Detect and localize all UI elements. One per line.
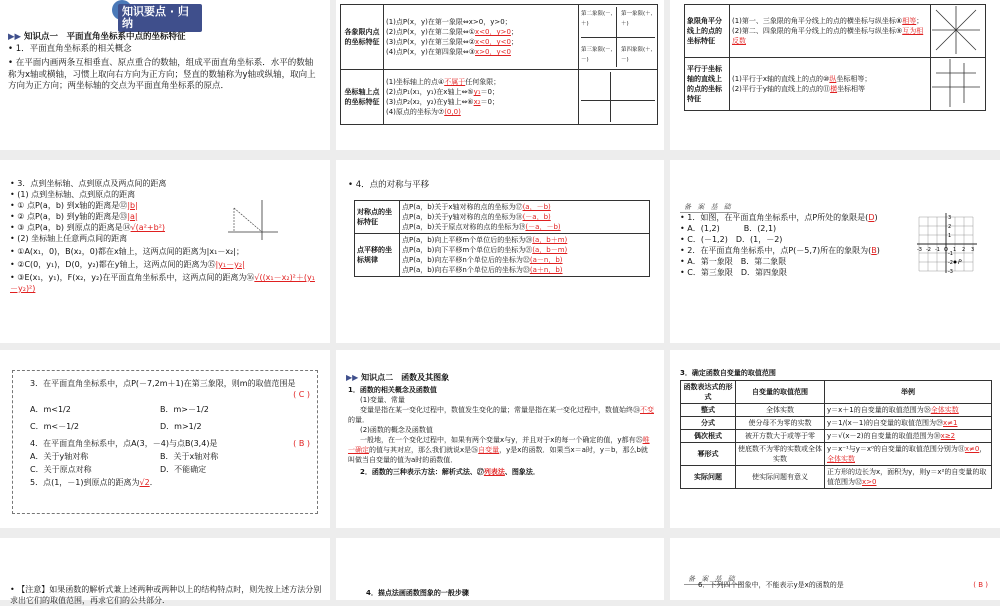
x-tick-label: 2 (962, 247, 966, 253)
q2-stem: • 2．在平面直角坐标系中，点P(－5,7)所在的象限为(B) (680, 246, 880, 255)
y-tick-label: -2 (948, 260, 953, 266)
domain-title: 3．确定函数自变量的取值范围 (680, 369, 776, 377)
slide-bisector-table[interactable] (670, 0, 1000, 150)
q3-stem: 3．在平面直角坐标系中，点P(－7,2m＋1)在第三象限，则m的取值范围是 (30, 379, 296, 388)
q4-stem: 4．在平面直角坐标系中，点A(3，－4)与点B(3,4)是 ( B ) (30, 439, 310, 448)
domain-table (680, 380, 992, 489)
axis-line-2: (2)点P₁(x₁，y₁)在x轴上⇔⑤y₁＝0； (386, 88, 500, 96)
section-title-2: 知识点二 函数及其图象 (361, 373, 450, 382)
sym-line-1: 点P(a，b)关于x轴对称的点的坐标为⑰(a，－b) (402, 203, 551, 211)
section-title: 知识点一 平面直角坐标系中点的坐标特征 (24, 32, 186, 42)
trans-line-4: 点P(a，b)向右平移n个单位后的坐标为㉓(a＋n，b) (402, 266, 563, 274)
distance-line-4: • ③ 点P(a，b) 到原点的距离是⑭√(a²+b²) (10, 223, 166, 232)
q3-answer: ( C ) (293, 390, 310, 399)
row-head-translation: 点平移的坐标规律 (355, 234, 400, 277)
point-p (954, 261, 957, 264)
parallel-diagram (931, 58, 986, 111)
slide-function-concepts[interactable] (336, 350, 664, 528)
quadrant-diagram: 第二象限(－,＋) 第一象限(＋,＋) 第三象限(－,－) 第四象限(＋,－) (579, 5, 658, 70)
axis-line-3: (3)点P₂(x₂，y₂)在y轴上⇔⑥x₂＝0； (386, 98, 500, 106)
x-tick-label: 1 (953, 247, 957, 253)
row-head-bisector: 象限角平分线上的点的坐标特征 (685, 5, 730, 58)
bisector-diagram (931, 5, 986, 58)
y-tick-label: 3 (948, 215, 952, 221)
slide-coordinate-concepts[interactable] (0, 0, 330, 150)
quadrant-line-3: (3)点P(x，y)在第三象限⇔②x<0，y<0； (386, 38, 518, 46)
q4-options-cd: C．关于原点对称 D．不能确定 (30, 465, 207, 474)
trans-line-1: 点P(a，b)向上平移m个单位后的坐标为⑳(a，b＋m) (402, 236, 568, 244)
row-head-axis: 坐标轴上点的坐标特征 (341, 70, 384, 125)
col-example: 举例 (825, 381, 992, 404)
col-form: 函数表达式的形式 (681, 381, 736, 404)
y-tick-label: 2 (948, 224, 952, 230)
row-head-symmetry: 对称点的坐标特征 (355, 201, 400, 234)
distance-line-1: • (1) 点到坐标轴、点到原点的距离 (10, 190, 136, 199)
parallel-line-2: (2)平行于y轴的直线上的点的⑪横坐标相等 (732, 85, 866, 93)
slide-exercise-mc[interactable] (0, 350, 330, 528)
arrow-icon: ▶▶ (346, 373, 359, 382)
q4-options-ab: A．关于y轴对称 B．关于x轴对称 (30, 452, 219, 461)
table-row: 实际问题 使实际问题有意义 正方形的边长为x，面积为y，则y＝x²的自变量的取值范围为㉜x>0 (681, 466, 992, 489)
slide-domain-table[interactable] (670, 350, 1000, 528)
table-row: 整式 全体实数 y＝x＋1的自变量的取值范围为㉘全体实数 (681, 404, 992, 417)
q5-stem: 5．点(1，－1)到原点的距离为√2． (30, 478, 158, 487)
basic-tag: 备 案 基 础 (680, 194, 737, 213)
x-tick-label: -2 (926, 247, 931, 253)
y-tick-label: -1 (948, 251, 953, 257)
distance-line-3: • ② 点P(a，b) 到y轴的距离是⑬|a| (10, 212, 138, 221)
x-tick-label: -1 (935, 247, 940, 253)
axis-diagram (579, 70, 658, 125)
q2-options-cd: • C．第三象限 D．第四象限 (680, 268, 788, 277)
q6-stem: 6．下列四个图象中，不能表示y是x的函数的是 ( B ) (698, 581, 988, 589)
trans-line-3: 点P(a，b)向左平移n个单位后的坐标为㉒(a－n，b) (402, 256, 563, 264)
distance-line-6: • ①A(x₁，0)，B(x₂，0)都在x轴上，这两点间的距离为|x₁－x₂|； (10, 247, 244, 256)
bisector-line-2: (2)第二、四象限的角平分线上的点的横坐标与纵坐标⑨互为相反数 (732, 27, 924, 45)
x-tick-label: -3 (917, 247, 922, 253)
plotting-title: 4．描点法画函数图象的一般步骤 (366, 589, 469, 597)
concept-paragraph: • 在平面内画两条互相垂直、原点重合的数轴，组成平面直角坐标系．水平的数轴称为x轴或横轴，习惯上取向右方向为正方向；竖直的数轴称为y轴或纵轴，取向上方向为正方向；两坐标轴的交点为平面直角坐标系的原点． (8, 58, 316, 91)
func-p2: 变量是指在某一变化过程中，数值发生变化的量；常量是指在某一变化过程中，数值始终㉔不变的量． (348, 406, 654, 424)
symmetry-table (354, 200, 650, 277)
quadrant-line-2: (2)点P(x，y)在第二象限⇔①x<0，y>0； (386, 28, 518, 36)
q1-options-ab: • A．(1,2) B．(2,1) (680, 224, 777, 233)
slide-exercise-graphs[interactable] (670, 538, 1000, 600)
quadrant-table (340, 4, 658, 125)
y-tick-label: -3 (948, 269, 953, 275)
quadrant-line-1: (1)点P(x，y)在第一象限⇔x>0，y>0； (386, 18, 512, 26)
slide-note[interactable] (0, 538, 330, 605)
slide-exercise-quadrant[interactable] (670, 160, 1000, 343)
arrow-icon: ▶▶ (8, 32, 22, 42)
basic-tag-2: 备 案 基 础 (684, 566, 741, 585)
q2-options-ab: • A．第一象限 B．第二象限 (680, 257, 787, 266)
quadrant-line-4: (4)点P(x，y)在第四象限⇔③x>0，y<0 (386, 48, 511, 56)
section-banner: 知识要点 · 归纳 (118, 4, 202, 32)
func-p4: 一般地，在一个变化过程中，如果有两个变量x与y，并且对于x的每一个确定的值，y都有㉕唯一确定的值与其对应，那么我们就说x是㉖自变量，y是x的函数．如果当x＝a时，y＝b，那么b就叫做当自变量的值为a时的函数值． (348, 436, 650, 464)
subsection-title: • 1．平面直角坐标系的相关概念 (8, 44, 132, 54)
distance-line-5: • (2) 坐标轴上任意两点间的距离 (10, 234, 128, 243)
distance-diagram (228, 200, 278, 240)
func-p3: (2)函数的概念及函数值 (360, 426, 433, 434)
slide-distances[interactable] (0, 160, 330, 343)
x-tick-label: 3 (971, 247, 975, 253)
distance-line-2: • ① 点P(a，b) 到x轴的距离是⑫|b| (10, 201, 138, 210)
func-sub2: 2．函数的三种表示方法：解析式法、㉗列表法、图象法． (360, 468, 540, 476)
bisector-line-1: (1)第一、三象限的角平分线上的点的横坐标与纵坐标⑧相等； (732, 17, 924, 25)
col-range: 自变量的取值范围 (736, 381, 825, 404)
bisector-table (684, 4, 986, 111)
x-tick-label: O (944, 247, 948, 253)
parallel-line-1: (1)平行于x轴的直线上的点的⑩纵坐标相等； (732, 75, 872, 83)
q3-options-ab: A．m<1/2 B．m>－1/2 (30, 405, 209, 414)
axis-line-4: (4)原点的坐标为⑦(0,0) (386, 108, 461, 116)
table-row: 幂形式 使底数不为零的实数或全体实数 y＝x⁻¹与y＝x⁰的自变量的取值范围分别为㉛x≠0，全体实数 (681, 443, 992, 466)
row-head-parallel: 平行于坐标轴的直线上的点的坐标特征 (685, 58, 730, 111)
row-head-quadrant: 各象限内点的坐标特征 (341, 5, 384, 70)
y-tick-label: 1 (948, 233, 952, 239)
table-row: 分式 使分母不为零的实数 y＝1/(x－1)的自变量的取值范围为㉙x≠1 (681, 417, 992, 430)
axis-line-1: (1)坐标轴上的点④不属于任何象限； (386, 78, 501, 86)
slide-plotting-steps[interactable] (336, 538, 664, 600)
q1-options-cd: • C．(－1,2) D．(1，－2) (680, 235, 783, 244)
grid-diagram (908, 212, 992, 284)
distance-line-8: • ③E(x₁，y₁)，F(x₂，y₂)在平面直角坐标系中，这两点间的距离为⑯√((x₁－x₂)²＋(y₁－y₂)²) (10, 273, 315, 293)
trans-line-2: 点P(a，b)向下平移m个单位后的坐标为㉑(a，b－m) (402, 246, 568, 254)
point-p-label: P (958, 259, 962, 266)
sym-line-2: 点P(a，b)关于y轴对称的点的坐标为⑱(－a，b) (402, 213, 551, 221)
slide-symmetry-translation[interactable] (336, 160, 664, 343)
symmetry-title: • 4．点的对称与平移 (348, 180, 430, 190)
distance-title: • 3．点到坐标轴、点到原点及两点间的距离 (10, 179, 167, 188)
sym-line-3: 点P(a，b)关于原点对称的点的坐标为⑲(－a，－b) (402, 223, 561, 231)
func-p1: (1)变量、常量 (360, 396, 405, 404)
q3-options-cd: C．m<－1/2 D．m>1/2 (30, 422, 202, 431)
note-text: • 【注意】如果函数的解析式兼上述两种或两种以上的结构特点时，则先按上述方法分别求出它们的取值范围，再求它们的公共部分． (10, 585, 322, 605)
slide-quadrant-table[interactable] (336, 0, 664, 150)
q1-stem: • 1．如图，在平面直角坐标系中，点P所处的象限是(D) (680, 213, 878, 222)
table-row: 偶次根式 被开方数大于或等于零 y＝√(x－2)的自变量的取值范围为㉚x≥2 (681, 430, 992, 443)
func-sub1: 1．函数的相关概念及函数值 (348, 386, 437, 394)
distance-line-7: • ②C(0，y₁)，D(0，y₂)都在y轴上，这两点间的距离为⑮|y₁－y₂| (10, 260, 245, 269)
